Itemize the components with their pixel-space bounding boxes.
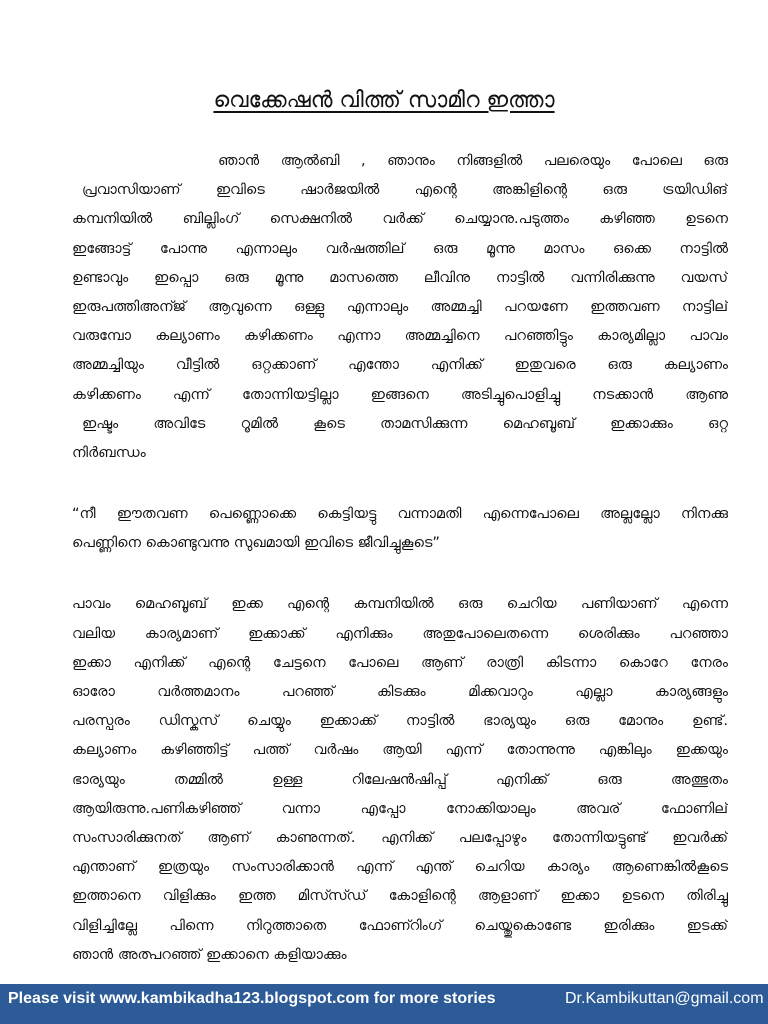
- text-line: വരുമ്പോ കല്യാണം കഴിക്കണം എന്നാ അമ്മച്ചിനെ പറഞ്ഞിട്ടും കാര്യമില്ലാ പാവം: [72, 328, 728, 345]
- text-line: ഓരോ വർത്തമാനം പറഞ്ഞ് കിടക്കും മിക്കവാറും എല്ലാ കാര്യങ്ങളും: [72, 684, 728, 700]
- paragraph-gap: [72, 468, 728, 500]
- text-line: പെണ്ണിനെ കൊണ്ടുവന്നു സുഖമായി ഇവിടെ ജീവിച്ചുകൂടെ”: [72, 535, 440, 552]
- text-line: ആയിരുന്നു.പണികഴിഞ്ഞ് വന്നാ എപ്പോ നോക്കിയാലും അവര് ഫോണില്: [72, 800, 728, 817]
- story-title: വെക്കേഷൻ വിത്ത് സാമിറ ഇത്താ: [213, 88, 555, 113]
- text-line: അമ്മച്ചിയും വീട്ടിൽ ഒറ്റക്കാണ് എന്തോ എനിക്ക് ഇതുവരെ ഒരു കല്യാണം: [72, 357, 728, 374]
- text-line: ഇഷ്ടം അവിടേ റൂമിൽ കൂടെ താമസിക്കുന്ന മെഹബൂബ് ഇക്കാക്കും ഒറ്റ: [82, 415, 728, 432]
- paragraph-3: [72, 590, 728, 969]
- text-line: നിർബന്ധം: [72, 444, 146, 461]
- text-line: കമ്പനിയിൽ ബില്ലിംഗ് സെക്ഷനിൽ വർക്ക് ചെയ്യാനു.പടുത്തം കഴിഞ്ഞ ഉടനെ: [72, 211, 728, 228]
- text-line: സംസാരിക്കുനത് ആണ് കാണുന്നത്. എനിക്ക് പലപ്പോഴും തോന്നിയട്ടുണ്ട് ഇവർക്ക്: [72, 829, 728, 846]
- text-line: ഞാൻ ആൽബി , ഞാനും നിങ്ങളിൽ പലരെയും പോലെ ഒരു: [218, 153, 728, 169]
- text-line: പരസ്പരം ഡിസ്കസ് ചെയ്യും ഇക്കാക്ക് നാട്ടിൽ ഭാര്യയും ഒരു മോനും ഉണ്ട്.: [72, 713, 728, 730]
- text-line: ഇത്താനെ വിളിക്കും ഇത്ത മിസ്സ്ഡ് കോളിന്റെ ആളാണ് ഇക്കാ ഉടനെ തിരിച്ചു: [72, 888, 728, 905]
- footer-promo-link[interactable]: Please visit www.kambikadha123.blogspot.com for more stories: [8, 990, 496, 1007]
- text-line: ഇങ്ങോട്ട് പോന്നു എന്നാലും വർഷത്തില് ഒരു മൂന്നു മാസം ഒക്കെ നാട്ടിൽ: [72, 240, 728, 257]
- story-body: [72, 147, 728, 970]
- text-line: ഭാര്യയും തമ്മിൽ ഉള്ള റിലേഷൻഷിപ്പ് എനിക്ക് ഒരു അത്ഭുതം: [72, 771, 728, 788]
- text-line: ഇക്കാ എനിക്ക് എന്റെ ചേട്ടനെ പോലെ ആണ് രാത്രി കിടന്നാ കൊറേ നേരം: [72, 654, 728, 671]
- text-line: ഞാൻ അത്പറഞ്ഞ് ഇക്കാനെ കളിയാക്കും: [72, 946, 347, 963]
- text-line: എന്താണ് ഇത്രയും സംസാരിക്കാൻ എന്ന് എന്ത് ചെറിയ കാര്യം ആണെങ്കിൽകൂടെ: [72, 859, 728, 876]
- footer-bar: [0, 984, 768, 1024]
- footer-email-link[interactable]: Dr.Kambikuttan@gmail.com: [565, 990, 764, 1007]
- text-line: ഉണ്ടാവും ഇപ്പൊ ഒരു മൂന്നു മാസത്തെ ലീവിനു നാട്ടിൽ വന്നിരിക്കുന്നു വയസ്: [72, 269, 728, 286]
- text-line: കല്യാണം കഴിഞ്ഞിട്ട് പത്ത് വർഷം ആയി എന്ന് തോന്നുന്നു എങ്കിലും ഇക്കയും: [72, 742, 728, 759]
- text-line: “നീ ഈതവണ പെണ്ണൊക്കെ കെട്ടിയട്ടു വന്നാമതി എന്നെപോലെ അല്ലല്ലോ നിനക്കു: [72, 506, 728, 523]
- paragraph-gap: [72, 558, 728, 590]
- paragraph-2-quote: [72, 500, 728, 558]
- paragraph-1: [72, 147, 728, 468]
- text-line: പ്രവാസിയാണ് ഇവിടെ ഷാർജയിൽ എന്റെ അങ്കിളിന്റെ ഒരു ട്രയിഡിങ്: [82, 182, 728, 199]
- text-line: കഴിക്കണം എന്ന് തോന്നിയട്ടില്ലാ ഇങ്ങനെ അടിച്ചുപൊളിച്ചു നടക്കാൻ ആണു: [72, 386, 728, 403]
- text-line: വിളിച്ചില്ലേ പിന്നെ നിറുത്താതെ ഫോണ്റിംഗ് ചെയ്തുകൊണ്ടേ ഇരിക്കും ഇടക്ക്: [72, 917, 728, 934]
- text-line: വലിയ കാര്യമാണ് ഇക്കാക്ക് എനിക്കും അതുപോലെതന്നെ ശെരിക്കും പറഞ്ഞാ: [72, 625, 728, 642]
- text-line: ഇരുപത്തിഅന്ജ് ആവുന്നെ ഒള്ളു എന്നാലും അമ്മച്ചി പറയണേ ഇത്തവണ നാട്ടില്: [72, 298, 728, 315]
- text-line: പാവം മെഹബൂബ് ഇക്ക എന്റെ കമ്പനിയിൽ ഒരു ചെറിയ പണിയാണ് എന്നെ: [72, 596, 728, 613]
